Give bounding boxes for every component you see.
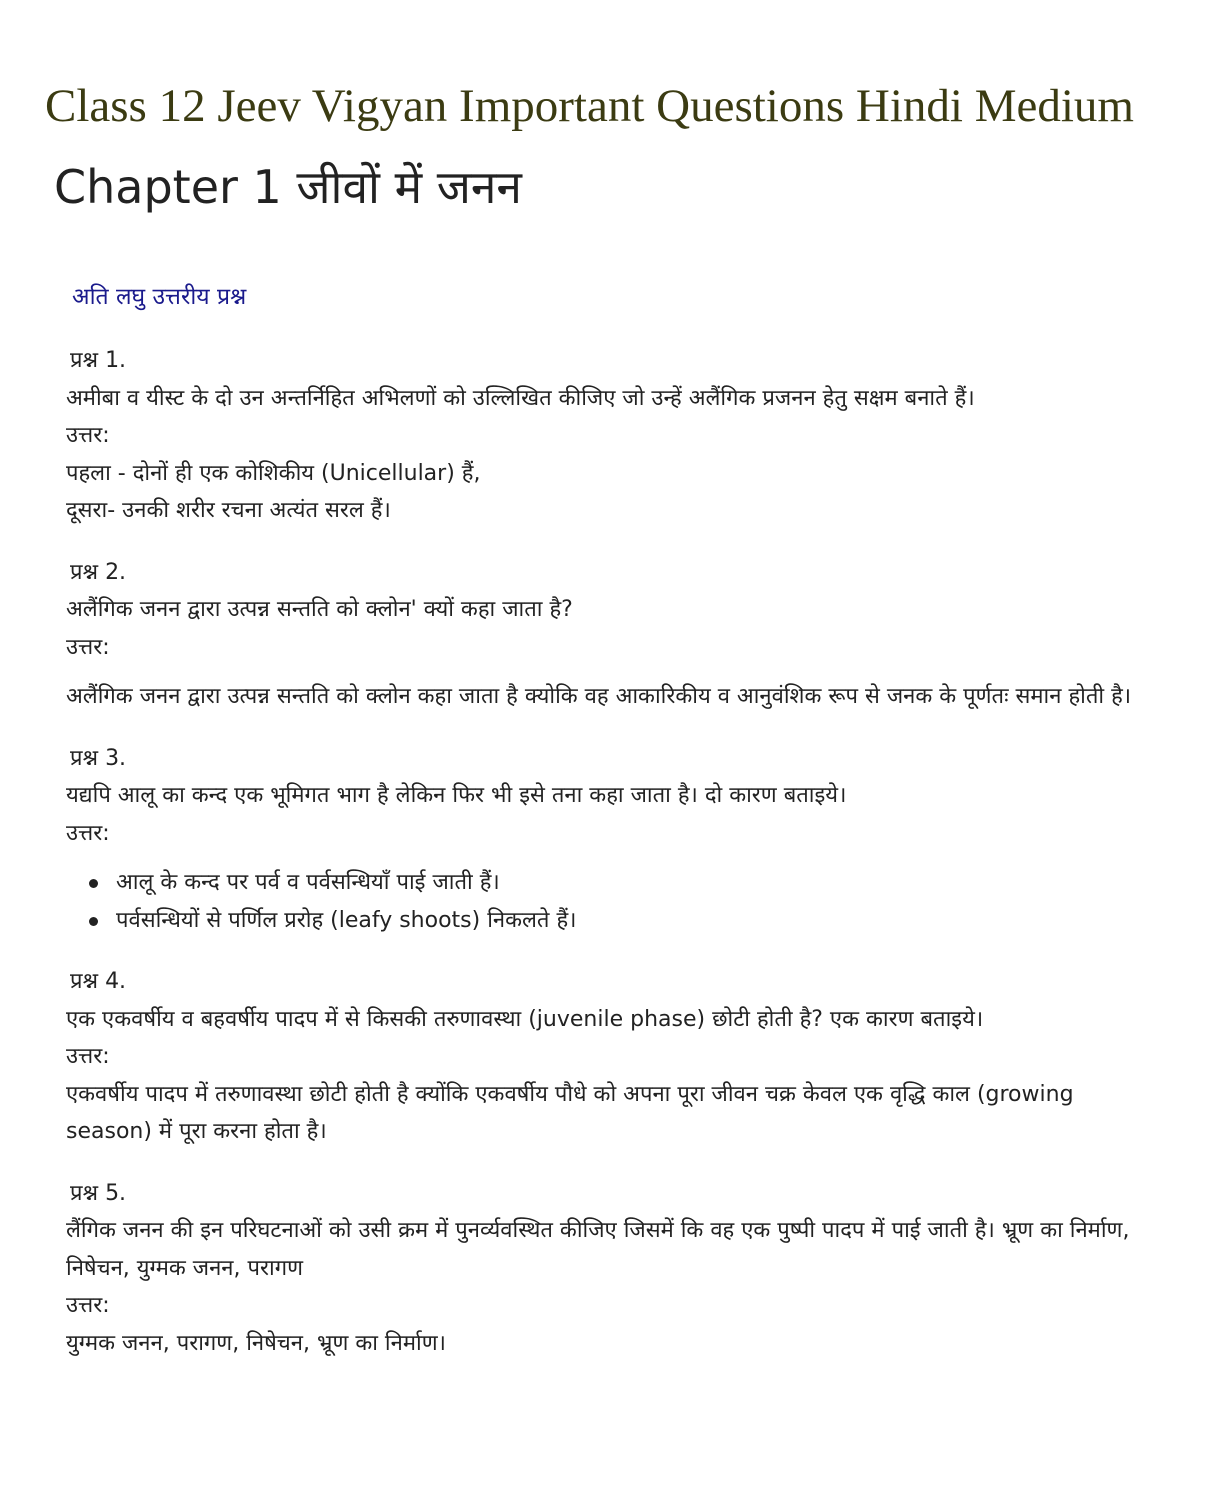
answer-label: उत्तर:	[66, 1044, 110, 1069]
answer-label: उत्तर:	[66, 634, 110, 660]
question-text: अलैंगिक जनन द्वारा उत्पन्न सन्तति को क्लोन' क्यों कहा जाता है?	[66, 597, 573, 622]
question-text: यद्यपि आलू का कन्द एक भूमिगत भाग है लेकिन फिर भी इसे तना कहा जाता है। दो कारण बताइये।	[66, 783, 847, 808]
list-item	[116, 902, 1156, 940]
answer-text: युग्मक जनन, परागण, निषेचन, भ्रूण का निर्माण।	[66, 1330, 446, 1356]
bullet-icon	[89, 879, 98, 888]
answer-label: उत्तर:	[66, 820, 110, 846]
question-label: प्रश्न 1.	[70, 348, 127, 373]
question-text: लैंगिक जनन की इन परिघटनाओं को उसी क्रम में पुनर्व्यवस्थित कीजिए जिसमें कि वह एक पुष्पी पादप में पाई जाती है। भ्रूण का निर्माण, निषेचन, युग्मक जनन, परागण	[66, 1218, 1130, 1281]
list-item-text: आलू के कन्द पर पर्व व पर्वसन्धियाँ पाई जाती हैं।	[116, 870, 500, 895]
question-label: प्रश्न 5.	[70, 1180, 127, 1206]
question-label: प्रश्न 2.	[70, 559, 127, 585]
question-block-3	[66, 740, 1156, 940]
question-block-4	[66, 963, 1156, 1151]
answer-label: उत्तर:	[66, 423, 110, 448]
question-label: प्रश्न 3.	[70, 745, 127, 771]
question-block-1	[66, 342, 1156, 530]
question-block-5	[66, 1175, 1156, 1363]
section-heading: अति लघु उत्तरीय प्रश्न	[72, 284, 247, 310]
answer-bullet-list	[66, 864, 1156, 939]
answer-label: उत्तर:	[66, 1293, 110, 1318]
answer-text: अलैंगिक जनन द्वारा उत्पन्न सन्तति को क्लोन कहा जाता है क्योकि वह आकारिकीय व आनुवंशिक रूप से जनक के पूर्णतः समान होती है।	[66, 684, 1132, 709]
list-item-text: पर्वसन्धियों से पर्णिल प्ररोह (leafy shoots) निकलते हैं।	[116, 907, 577, 933]
answer-line: पहला - दोनों ही एक कोशिकीय (Unicellular) हैं,	[66, 460, 481, 486]
answer-text: एकवर्षीय पादप में तरुणावस्था छोटी होती है क्योंकि एकवर्षीय पौधे को अपना पूरा जीवन चक्र केवल एक वृद्धि काल (growing season) में पूरा करना होता है।	[66, 1081, 1074, 1144]
questions-list	[66, 342, 1156, 1386]
bullet-icon	[89, 917, 98, 926]
question-label: प्रश्न 4.	[70, 969, 127, 994]
banner-title: Class 12 Jeev Vigyan Important Questions Hindi Medium	[45, 80, 1134, 132]
answer-line: दूसरा- उनकी शरीर रचना अत्यंत सरल हैं।	[66, 498, 391, 523]
question-text: अमीबा व यीस्ट के दो उन अन्तर्निहित अभिलणों को उल्लिखित कीजिए जो उन्हें अलैंगिक प्रजनन हेतु सक्षम बनाते हैं।	[66, 385, 975, 411]
question-text: एक एकवर्षीय व बहवर्षीय पादप में से किसकी तरुणावस्था (juvenile phase) छोटी होती है? एक कारण बताइये।	[66, 1006, 984, 1032]
list-item	[116, 864, 1156, 902]
chapter-title: Chapter 1 जीवों में जनन	[54, 160, 522, 214]
question-block-2	[66, 554, 1156, 716]
